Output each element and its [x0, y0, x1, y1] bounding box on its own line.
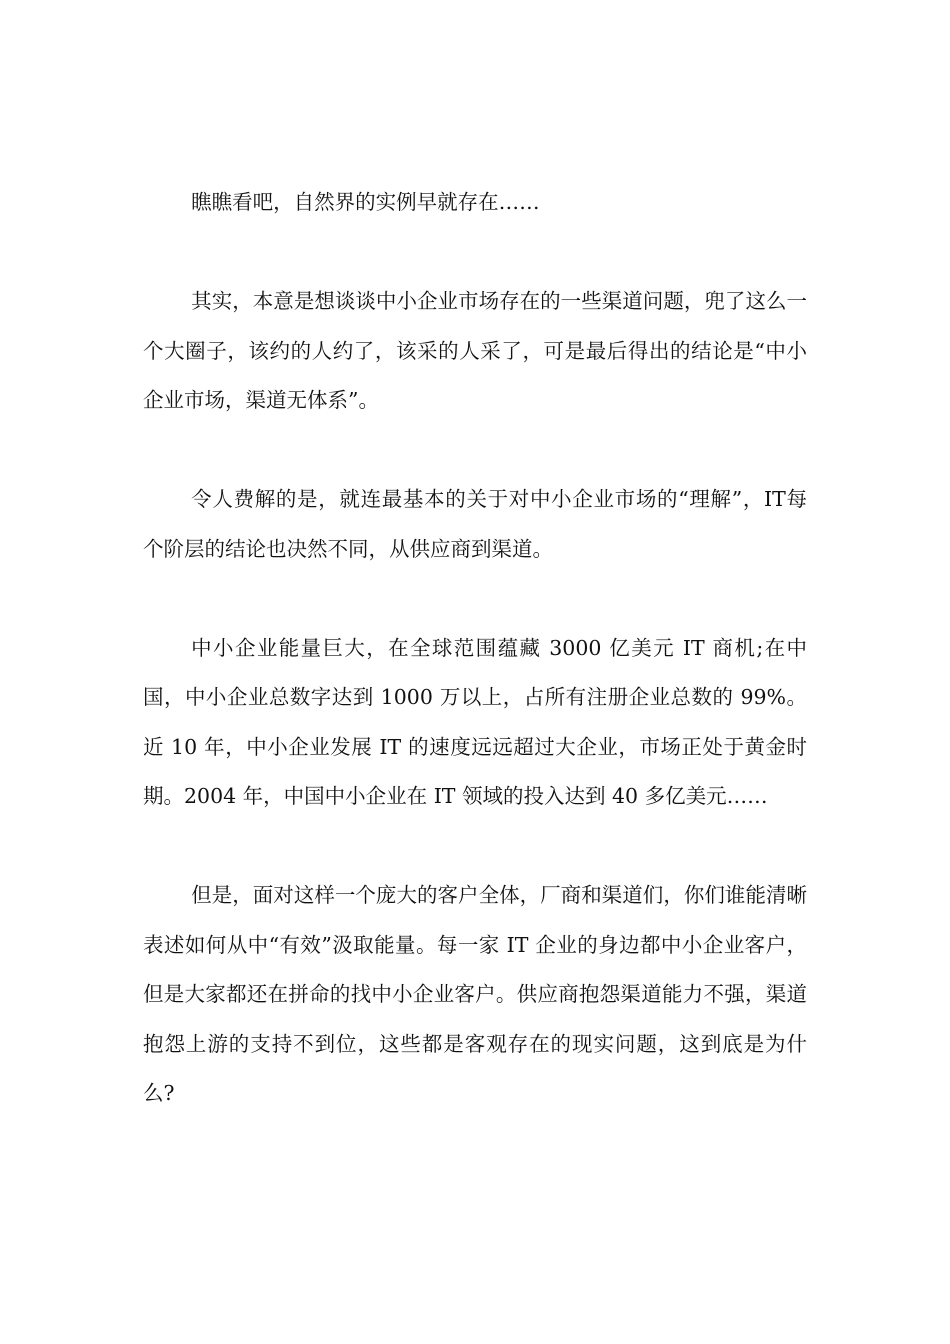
paragraph-5: 但是，面对这样一个庞大的客户全体，厂商和渠道们，你们谁能清晰表述如何从中“有效”汲取能量。每一家 IT 企业的身边都中小企业客户，但是大家都还在拼命的找中小企业客户。供应商抱怨渠道能力不强，渠道抱怨上游的支持不到位，这些都是客观存在的现实问题，这到底是为什么?: [143, 883, 807, 1105]
document-body: [143, 178, 807, 1168]
paragraph-1: 瞧瞧看吧，自然界的实例早就存在……: [191, 190, 540, 214]
paragraph-2: 其实，本意是想谈谈中小企业市场存在的一些渠道问题，兜了这么一个大圈子，该约的人约了，该采的人采了，可是最后得出的结论是“中小企业市场，渠道无体系”。: [143, 289, 807, 412]
paragraph-3: 令人费解的是，就连最基本的关于对中小企业市场的“理解”，IT每个阶层的结论也决然不同，从供应商到渠道。: [143, 487, 807, 561]
paragraph-4: 中小企业能量巨大，在全球范围蕴藏 3000 亿美元 IT 商机;在中国，中小企业总数字达到 1000 万以上，占所有注册企业总数的 99%。近 10 年，中小企业发展 IT 的速度远远超过大企业，市场正处于黄金时期。2004 年，中国中小企业在 IT 领域的投入达到 40 多亿美元……: [143, 635, 807, 808]
